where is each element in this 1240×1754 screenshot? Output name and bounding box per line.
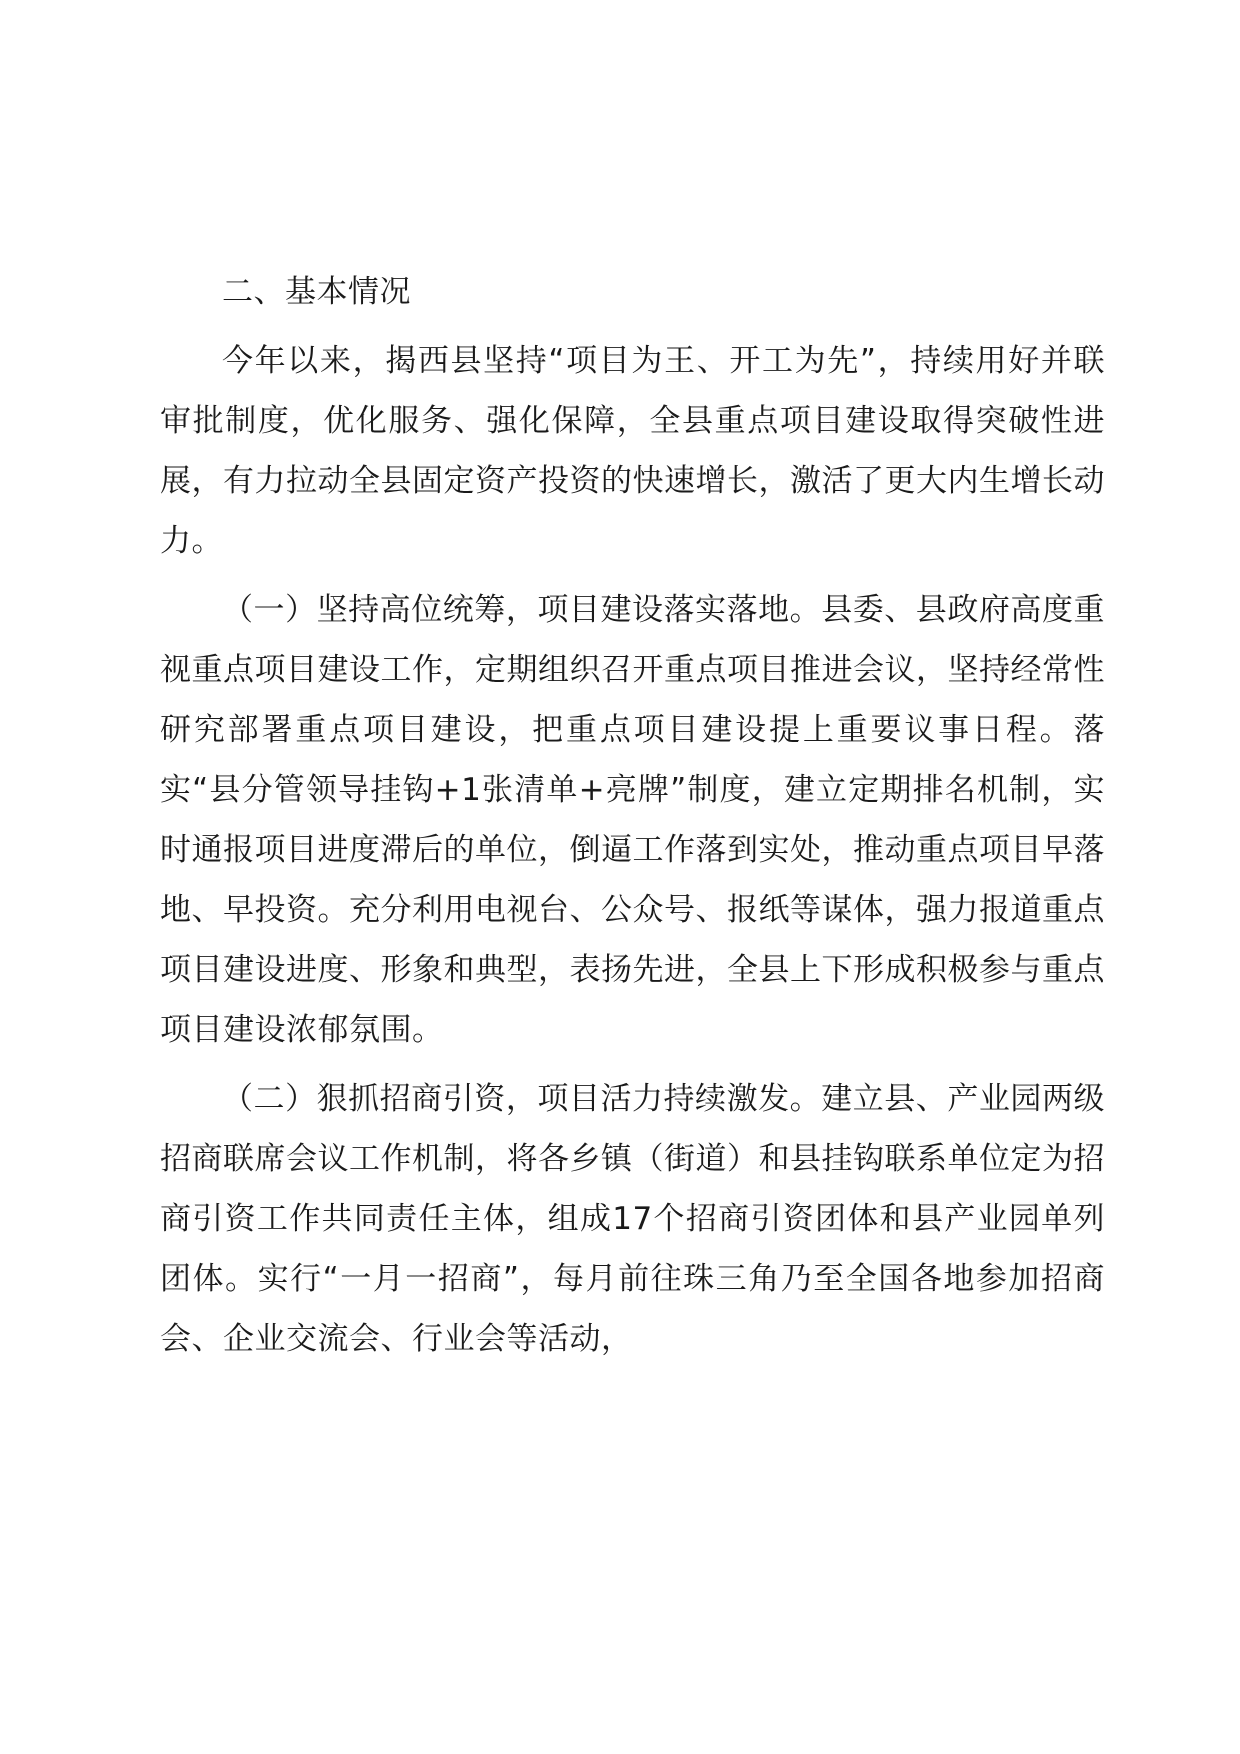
section-heading: 二、基本情况 bbox=[222, 274, 411, 310]
paragraph-intro: 今年以来，揭西县坚持“项目为王、开工为先”，持续用好并联审批制度，优化服务、强化保障，全县重点项目建设取得突破性进展，有力拉动全县固定资产投资的快速增长，激活了更大内生增长动力。 bbox=[160, 343, 1105, 559]
paragraph-section-2: （二）狠抓招商引资，项目活力持续激发。建立县、产业园两级招商联席会议工作机制，将各乡镇（街道）和县挂钩联系单位定为招商引资工作共同责任主体，组成17个招商引资团体和县产业园单列团体。实行“一月一招商”，每月前往珠三角乃至全国各地参加招商会、企业交流会、行业会等活动， bbox=[160, 1081, 1105, 1357]
paragraph-section-1: （一）坚持高位统筹，项目建设落实落地。县委、县政府高度重视重点项目建设工作，定期组织召开重点项目推进会议，坚持经常性研究部署重点项目建设，把重点项目建设提上重要议事日程。落实“县分管领导挂钩+1张清单+亮牌”制度，建立定期排名机制，实时通报项目进度滞后的单位，倒逼工作落到实处，推动重点项目早落地、早投资。充分利用电视台、公众号、报纸等谋体，强力报道重点项目建设进度、形象和典型，表扬先进，全县上下形成积极参与重点项目建设浓郁氛围。 bbox=[160, 592, 1105, 1048]
document-body bbox=[160, 262, 1105, 1369]
